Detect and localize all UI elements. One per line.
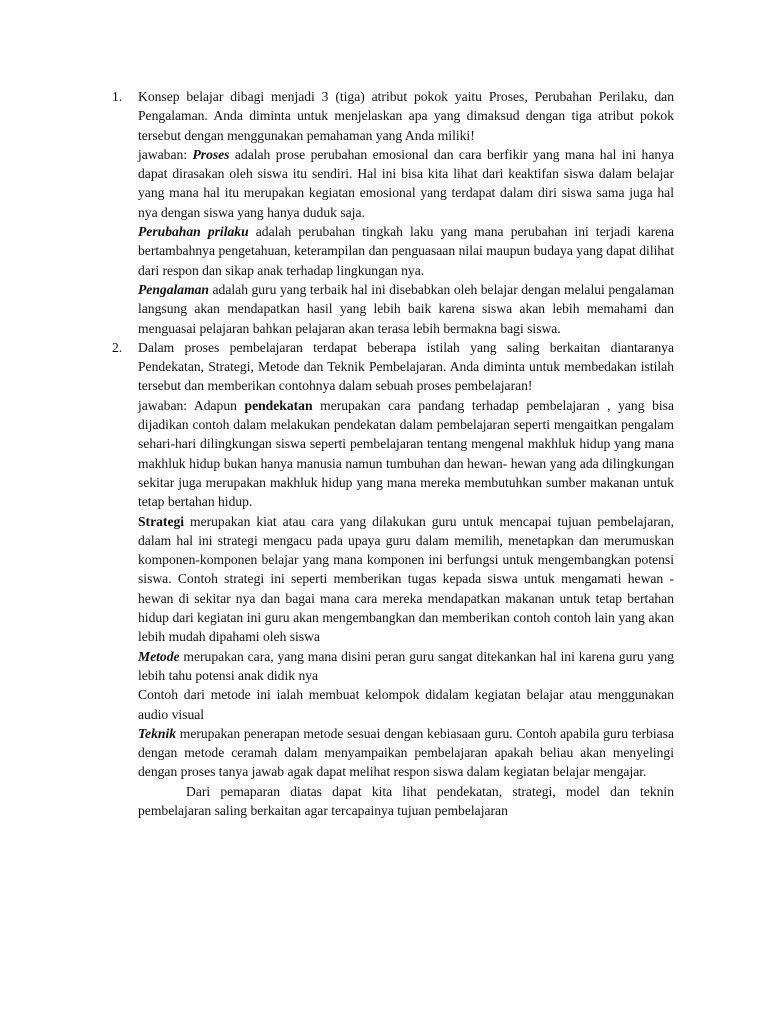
proses-definition: adalah prose perubahan emosional dan cara berfikir yang mana hal ini hanya dapat dirasakan oleh siswa itu sendiri. Hal ini bisa kita lihat dari keaktifan siswa dalam belajar yang mana hal itu merupakan kegiatan emosional yang terdapat dalam diri siswa sama juga hal nya dengan siswa yang hanya duduk saja. — [138, 146, 674, 220]
metode-example: Contoh dari metode ini ialah membuat kelompok didalam kegiatan belajar atau menggunakan audio visual — [138, 687, 674, 722]
list-number-2: 2. — [112, 339, 123, 355]
strategi-definition: merupakan kiat atau cara yang dilakukan guru untuk mencapai tujuan pembelajaran, dalam hal ini strategi mengacu pada upaya guru dalam memilih, menetapkan dan merumuskan komponen-komponen belajar yang mana komponen ini berfungsi untuk mengembangkan potensi siswa. Contoh strategi ini seperti memberikan tugas kepada siswa untuk mengamati hewan -hewan di sekitar nya dan bagai mana cara mereka mendapatkan makanan untuk tetap bertahan hidup dari kegiatan ini guru akan mengembangkan dan memberikan contoh contoh lain yang akan lebih mudah dipahami oleh siswa — [138, 513, 674, 645]
term-perubahan-prilaku: Perubahan prilaku — [138, 224, 249, 240]
term-pengalaman: Pengalaman — [138, 281, 209, 297]
document-body — [112, 87, 675, 820]
term-strategi: Strategi — [138, 513, 185, 529]
question-1-text: Konsep belajar dibagi menjadi 3 (tiga) atribut pokok yaitu Proses, Perubahan Perilaku, dan Pengalaman. Anda diminta untuk menjelaskan apa yang dimaksud dengan tiga atribut pokok tersebut dengan menggunakan pemahaman yang Anda miliki! — [138, 89, 674, 143]
term-proses: Proses — [192, 146, 230, 162]
answer-2-metode — [138, 647, 674, 686]
question-2-text: Dalam proses pembelajaran terdapat beberapa istilah yang saling berkaitan diantaranya Pendekatan, Strategi, Metode dan Teknik Pembelajaran. Anda diminta untuk membedakan istilah tersebut dan memberikan contohnya dalam sebuah proses pembelajaran! — [138, 339, 674, 394]
pengalaman-definition: adalah guru yang terbaik hal ini disebabkan oleh belajar dengan melalui pengalaman langsung akan mendapatkan hasil yang lebih baik karena siswa akan lebih memahami dan menguasai pelajaran bahkan pelajaran akan terasa lebih bermakna bagi siswa. — [138, 281, 674, 336]
pendekatan-definition: merupakan cara pandang terhadap pembelajaran , yang bisa dijadikan contoh dalam melakukan pendekatan dalam pembelajaran seperti mengaitkan pengalam sehari-hari dilingkungan siswa seperti pembelajaran tentang mengenal makhluk hidup yang mana makhluk hidup bukan hanya manusia namun tumbuhan dan hewan- hewan yang ada dilingkungan sekitar juga merupakan makhluk hidup yang mana mereka membutuhkan sumber makanan untuk tetap bertahan hidup. — [138, 397, 675, 510]
list-number-1: 1. — [112, 89, 123, 104]
answer-label: jawaban: — [138, 146, 193, 162]
answer-1-perubahan — [138, 222, 674, 280]
answer-label: jawaban: Adapun — [138, 397, 245, 413]
answer-2-teknik — [138, 724, 674, 782]
term-pendekatan: pendekatan — [244, 397, 313, 413]
metode-definition: merupakan cara, yang mana disini peran guru sangat ditekankan hal ini karena guru yang lebih tahu potensi anak didik nya — [138, 648, 674, 683]
term-metode: Metode — [138, 648, 180, 664]
answer-2-pendekatan — [138, 396, 674, 512]
answer-1-proses — [138, 145, 674, 222]
perubahan-definition: adalah perubahan tingkah laku yang mana perubahan ini terjadi karena bertambahnya pengetahuan, keterampilan dan penguasaan nilai maupun budaya yang dapat dilihat dari respon dan sikap anak terhadap lingkungan nya. — [138, 224, 674, 278]
answer-1-pengalaman — [138, 280, 674, 338]
term-teknik: Teknik — [138, 725, 177, 741]
conclusion-paragraph: Dari pemaparan diatas dapat kita lihat pendekatan, strategi, model dan teknin pembelajaran saling berkaitan agar tercapainya tujuan pembelajaran — [138, 783, 674, 818]
answer-2-strategi — [138, 512, 674, 647]
question-1 — [112, 87, 674, 338]
question-2 — [112, 338, 675, 820]
teknik-definition: merupakan penerapan metode sesuai dengan kebiasaan guru. Contoh apabila guru terbiasa dengan metode ceramah dalam menyampaikan pembelajaran apakah beliau akan menyelingi dengan proses tanya jawab agak dapat melihat respon siswa dalam kegiatan belajar mengajar. — [138, 725, 674, 780]
